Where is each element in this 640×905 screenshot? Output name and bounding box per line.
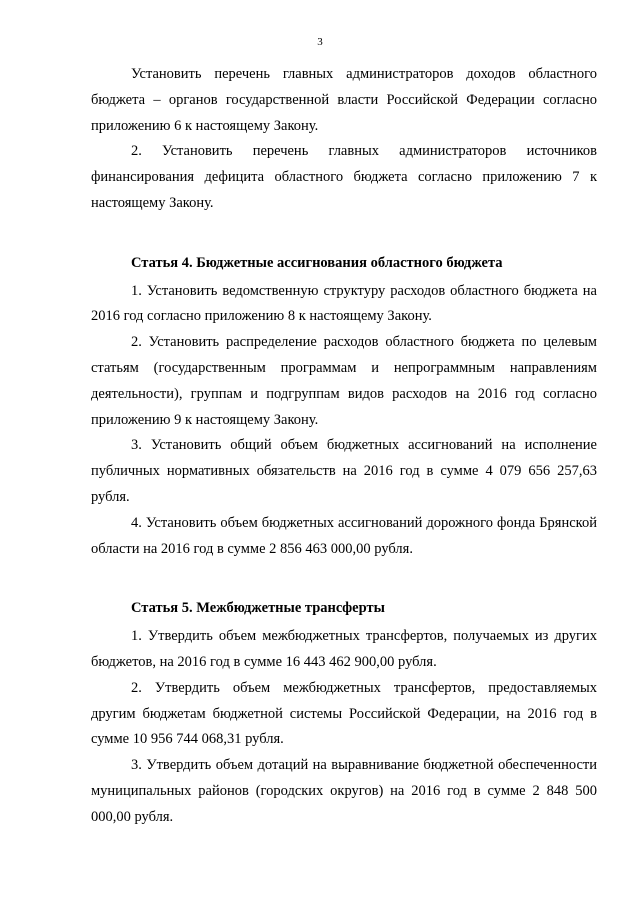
paragraph-5-2: 2. Утвердить объем межбюджетных трансфертов, предоставляемых другим бюджетам бюджетной системы Российской Федерации, на 2016 год в сумме 10 956 744 068,31 рубля. (91, 679, 597, 748)
page-number: 3 (317, 36, 323, 48)
paragraph-admin-revenues: Установить перечень главных администраторов доходов областного бюджета – органов государственной власти Российской Федерации согласно приложению 6 к настоящему Закону. (91, 66, 597, 134)
paragraph-5-1: 1. Утвердить объем межбюджетных трансфертов, получаемых из других бюджетов, на 2016 год в сумме 16 443 462 900,00 рубля. (91, 628, 597, 670)
paragraph-4-2: 2. Установить распределение расходов областного бюджета по целевым статьям (государственным программам и непрограммным направлениям деятельности), группам и подгруппам видов расходов на 2016 год согласно приложению 9 к настоящему Закону. (91, 334, 597, 428)
article-4-heading: Статья 4. Бюджетные ассигнования областного бюджета (131, 254, 503, 271)
paragraph-4-1: 1. Установить ведомственную структуру расходов областного бюджета на 2016 год согласно приложению 8 к настоящему Закону. (91, 282, 597, 325)
paragraph-4-4: 4. Установить объем бюджетных ассигнований дорожного фонда Брянской области на 2016 год в сумме 2 856 463 000,00 рубля. (91, 514, 597, 557)
article-5-heading: Статья 5. Межбюджетные трансферты (131, 600, 385, 617)
paragraph-5-3: 3. Утвердить объем дотаций на выравнивание бюджетной обеспеченности муниципальных районов (городских округов) на 2016 год в сумме 2 848 500 000,00 рубля. (91, 757, 597, 825)
document-body (91, 62, 597, 831)
paragraph-4-3: 3. Установить общий объем бюджетных ассигнований на исполнение публичных нормативных обязательств на 2016 год в сумме 4 079 656 257,63 рубля. (91, 437, 597, 505)
paragraph-admin-deficit: 2. Установить перечень главных администраторов источников финансирования дефицита областного бюджета согласно приложению 7 к настоящему Закону. (91, 143, 597, 211)
